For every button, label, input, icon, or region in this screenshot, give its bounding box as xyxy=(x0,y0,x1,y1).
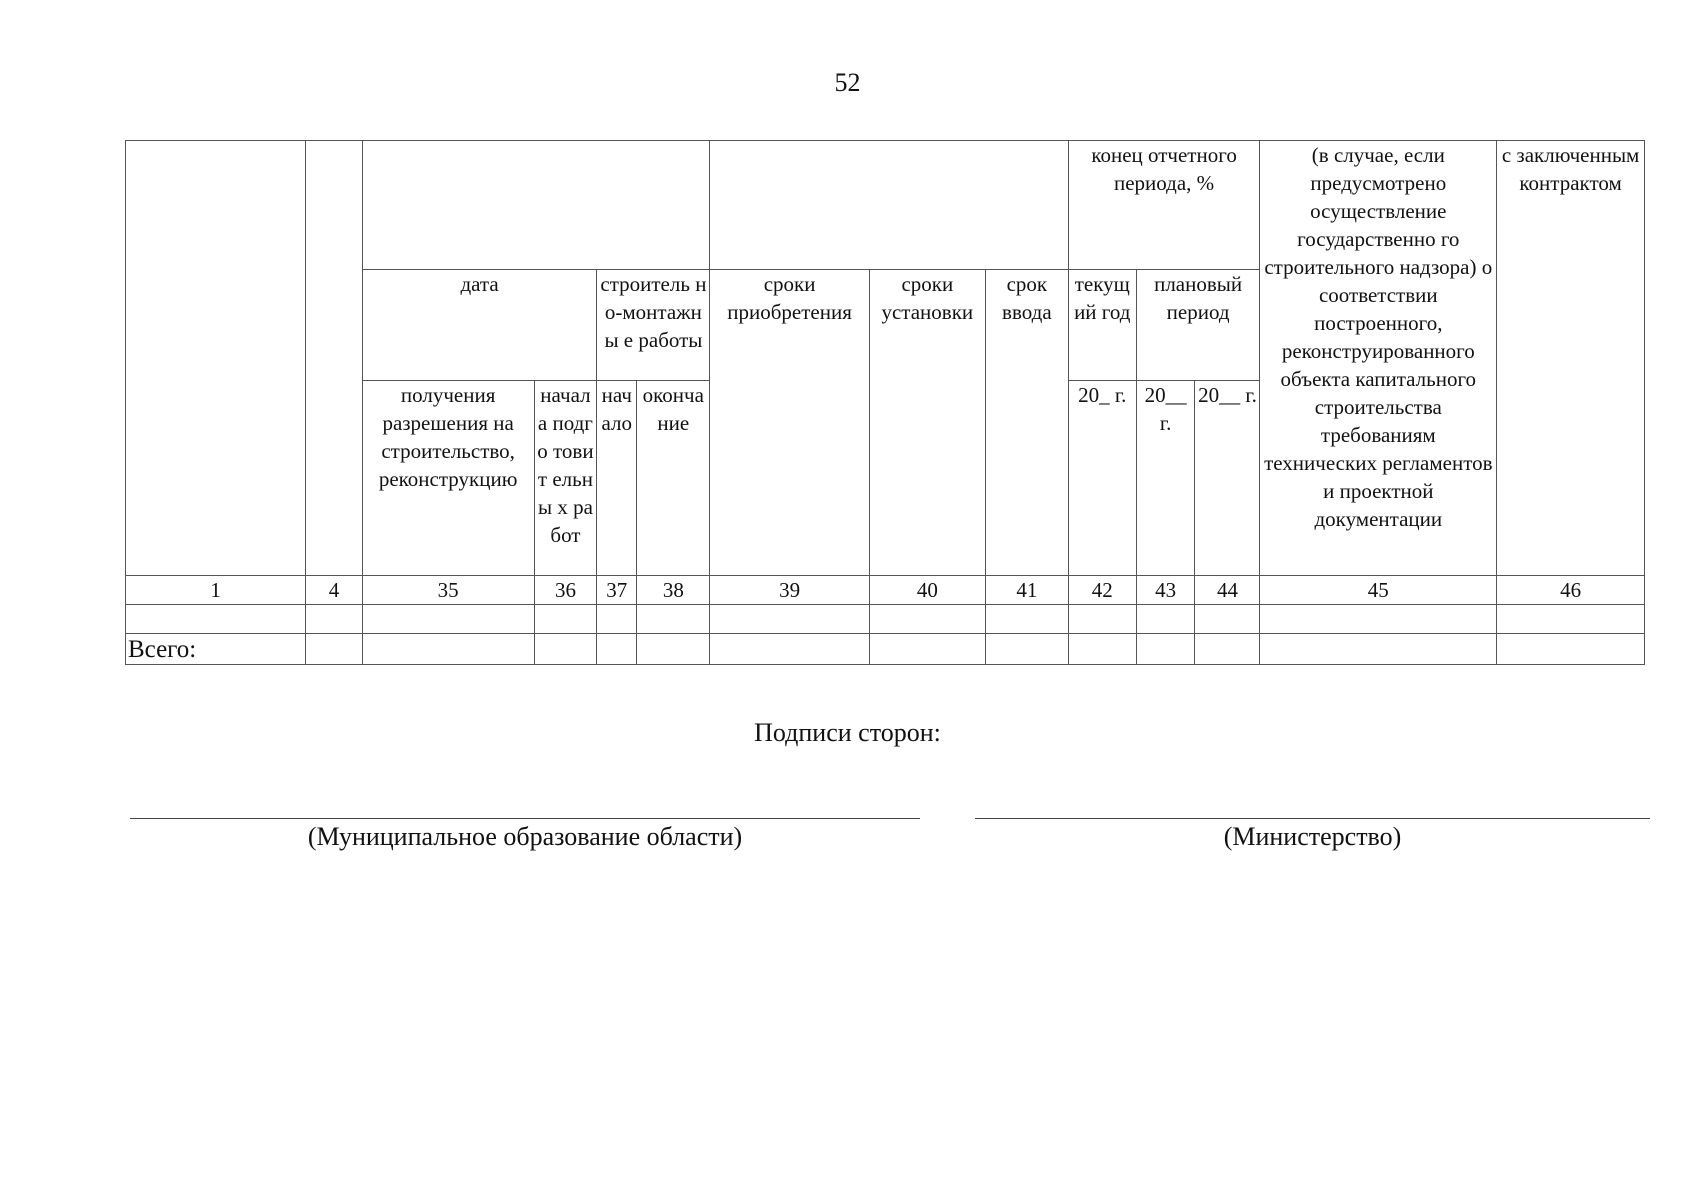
column-number: 4 xyxy=(306,576,363,605)
page-number: 52 xyxy=(834,68,861,97)
column-number: 36 xyxy=(534,576,597,605)
table-cell xyxy=(362,634,534,665)
table-cell xyxy=(985,605,1068,634)
header-year-current: 20_ г. xyxy=(1068,381,1136,576)
table-cell xyxy=(985,634,1068,665)
column-number: 41 xyxy=(985,576,1068,605)
table-cell xyxy=(126,605,306,634)
header-acquisition-terms: сроки приобретения xyxy=(710,270,869,576)
header-installation-terms: сроки установки xyxy=(869,270,985,576)
table-cell xyxy=(1068,605,1136,634)
table-cell xyxy=(597,634,637,665)
report-table xyxy=(125,140,1645,665)
header-commissioning-term: срок ввода xyxy=(985,270,1068,576)
table-cell xyxy=(869,605,985,634)
column-number: 1 xyxy=(126,576,306,605)
header-current-year: текущ ий год xyxy=(1068,270,1136,381)
header-construction-works: строитель но-монтажны е работы xyxy=(597,270,710,381)
header-works-end: оконча ние xyxy=(637,381,710,576)
column-number: 43 xyxy=(1136,576,1195,605)
table-cell xyxy=(710,634,869,665)
header-permit-date: получения разрешения на строительство, реконструкцию xyxy=(362,381,534,576)
table-cell xyxy=(534,634,597,665)
signatures-title: Подписи сторон: xyxy=(754,718,941,747)
column-number: 39 xyxy=(710,576,869,605)
column-number: 38 xyxy=(637,576,710,605)
table-cell xyxy=(1260,634,1497,665)
table-cell xyxy=(362,605,534,634)
header-cell-col4 xyxy=(306,141,363,576)
header-contract: с заключенным контрактом xyxy=(1497,141,1645,576)
table-cell xyxy=(637,605,710,634)
column-number: 35 xyxy=(362,576,534,605)
table-cell xyxy=(637,634,710,665)
table-cell xyxy=(1195,605,1260,634)
signature-line-ministry xyxy=(975,818,1650,819)
header-cell-col1 xyxy=(126,141,306,576)
signature-caption-municipality: (Муниципальное образование области) xyxy=(307,822,743,851)
column-number: 37 xyxy=(597,576,637,605)
column-number-row xyxy=(126,576,1645,605)
header-end-of-period: конец отчетного периода, % xyxy=(1068,141,1260,270)
table-cell xyxy=(534,605,597,634)
table-cell xyxy=(1136,605,1195,634)
header-year-plan-1: 20__ г. xyxy=(1136,381,1195,576)
header-prep-works-start: начал а подго товит ельны х работ xyxy=(534,381,597,576)
table-cell xyxy=(869,634,985,665)
header-planned-period: плановый период xyxy=(1136,270,1260,381)
column-number: 44 xyxy=(1195,576,1260,605)
header-supervision-conformity: (в случае, если предусмотрено осуществление государственно го строительного надзора) о соответствии построенного, реконструированного объекта капитального строительства требованиям технических регламентов и проектной документации xyxy=(1260,141,1497,576)
signature-caption-ministry: (Министерство) xyxy=(1223,822,1402,851)
header-cell-blank-left xyxy=(362,141,710,270)
header-cell-blank-middle xyxy=(710,141,1068,270)
table-cell xyxy=(1195,634,1260,665)
column-number: 42 xyxy=(1068,576,1136,605)
total-row xyxy=(126,634,1645,665)
table-cell xyxy=(1260,605,1497,634)
table-cell xyxy=(306,634,363,665)
column-number: 46 xyxy=(1497,576,1645,605)
table-cell xyxy=(1068,634,1136,665)
column-number: 45 xyxy=(1260,576,1497,605)
header-date: дата xyxy=(362,270,597,381)
header-year-plan-2: 20__ г. xyxy=(1195,381,1260,576)
total-label: Всего: xyxy=(126,634,306,665)
table-cell xyxy=(1136,634,1195,665)
table-cell xyxy=(1497,634,1645,665)
column-number: 40 xyxy=(869,576,985,605)
table-cell xyxy=(1497,605,1645,634)
table-cell xyxy=(306,605,363,634)
signature-line-municipality xyxy=(130,818,920,819)
header-row-1 xyxy=(126,141,1645,270)
table-cell xyxy=(597,605,637,634)
table-row-empty xyxy=(126,605,1645,634)
header-works-start: нач ало xyxy=(597,381,637,576)
table-cell xyxy=(710,605,869,634)
